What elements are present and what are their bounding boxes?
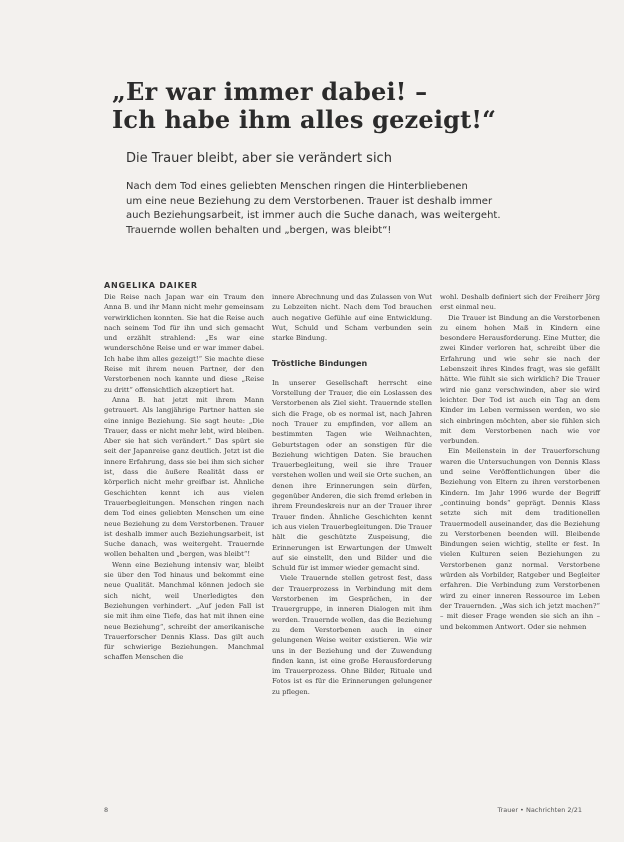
paragraph: wohl. Deshalb definiert sich der Freiherr Jörg erst einmal neu. [440,293,600,312]
intro-line: auch Beziehungsarbeit, ist immer auch die Suche danach, was weitergeht. [126,210,501,221]
article-intro [126,180,526,238]
paragraph: innere Abrechnung und das Zulassen von Wut zu Lebzeiten nicht. Nach dem Tod brauchen auch negative Gefühle auf eine Entwicklung. Wut, Schuld und Scham verbunden sein starke Bindung. [272,293,432,343]
paragraph: Die Reise nach Japan war ein Traum den Anna B. und ihr Mann nicht mehr gemeinsam verwirklichen konnten. Sie hat die Reise auch nach seinem Tod für ihn und sich gemacht und erzählt strahlend: „Es war eine wunderschöne Reise und er war immer dabei. Ich habe ihm alles gezeigt!“ Sie machte diese Reise mit ihrem neuen Partner, der den Verstorbenen noch kannte und diese „Reise zu dritt“ offensichtlich akzeptiert hat. [104,293,264,394]
publication-footer: Trauer • Nachrichten 2/21 [497,806,582,814]
body-column-1 [104,292,264,663]
paragraph: Anna B. hat jetzt mit ihrem Mann getrauert. Als langjährige Partner hatten sie eine innige Beziehung. Sie sagt heute: „Die Trauer, dass er nicht mehr lebt, wird bleiben. Aber sie hat sich verändert.“ Das spürt sie seit der Japanreise ganz deutlich. Jetzt ist die innere Erfahrung, dass sie bei ihm sich sicher ist, dass die äußere Realität dass er körperlich nicht mehr greifbar ist. Ähnliche Geschichten kennt ich aus vielen Trauerbegleitungen. Menschen ringen nach dem Tod eines geliebten Menschen um eine neue Beziehung zu dem Verstorbenen. Trauer ist deshalb immer auch Beziehungsarbeit, ist Suche danach, was weitergeht. Trauernde wollen behalten und „bergen, was bleibt“! [104,395,264,559]
section-heading: Tröstliche Bindungen [272,359,368,369]
paragraph: Wenn eine Beziehung intensiv war, bleibt sie über den Tod hinaus und bekommt eine neue Qualität. Manchmal können jedoch sie sich nicht, weil Unerledigtes den Beziehungen verhindert. „Auf jeden Fall ist sie mit ihm eine Tiefe, das hat mit ihnen eine neue Beziehung“, schreibt der amerikanische Trauerforscher Dennis Klass. Das gilt auch für schwierige Beziehungen. Manchmal schaffen Menschen die [104,560,264,662]
paragraph: Viele Trauernde stellen getrost fest, dass der Trauerprozess in Verbindung mit dem Verstorbenen im Gesprächen, in der Trauergruppe, in inneren Dialogen mit ihm werden. Trauernde wollen, das die Beziehung zu dem Verstorbenen auch in einer gelungenen Weise weiter existieren. Wie wir uns in der Beziehung und der Zuwendung finden kann, ist eine große Herausforderung im Trauerprozess. Ohne Bilder, Rituale und Fotos ist es für die Erinnerungen gelungener zu pflegen. [272,574,432,696]
paragraph: Ein Meilenstein in der Trauerforschung waren die Untersuchungen von Dennis Klass und seine Veröffentlichungen über die Beziehung von Eltern zu ihren verstorbenen Kindern. Im Jahr 1996 wurde der Begriff „continuing bonds“ geprägt. Dennis Klass setzte sich mit dem traditionellen Trauermodell auseinander, das die Beziehung zu Verstorbenen beenden will. Bleibende Bindungen seien wichtig, stellte er fest. In vielen Kulturen seien Beziehungen zu Verstorbenen ganz normal. Verstorbene würden als Vorbilder, Ratgeber und Begleiter erfahren. Die Verbindung zum Verstorbenen wird zu einer inneren Ressource im Leben der Trauernden. „Was sich ich jetzt machen?“ – mit dieser Frage wenden sie sich an ihn – und bekommen Antwort. Oder sie nehmen [440,447,600,631]
intro-line: Nach dem Tod eines geliebten Menschen ringen die Hinterbliebenen [126,181,468,192]
article-headline [112,78,582,134]
author-byline: ANGELIKA DAIKER [104,281,198,290]
paragraph: Die Trauer ist Bindung an die Verstorbenen zu einem hohen Maß in Kindern eine besondere Herausforderung. Eine Mutter, die zwei Kinder verloren hat, schreibt über die Erfahrung und wie sehr sie nach der Lebenszeit ihres Kindes fragt, was sie gefällt hätte. Wie fühlt sie sich wirklich? Die Trauer wird nie ganz verschwinden, aber sie wird leichter. Der Tod ist auch ein Tag an dem Kinder im Leben vermissen werden, wo sie sich einbringen möchten, aber sie fühlen sich mit dem Verstorbenen nach wie vor verbunden. [440,313,600,446]
body-column-3 [440,292,600,632]
article-subheadline: Die Trauer bleibt, aber sie verändert sich [126,151,392,166]
intro-line: Trauernde wollen behalten und „bergen, was bleibt“! [126,224,392,236]
headline-line-1: „Er war immer dabei! – [112,77,428,106]
page-number: 8 [104,806,109,814]
headline-line-2: Ich habe ihm alles gezeigt!“ [112,105,497,134]
intro-line: um eine neue Beziehung zu dem Verstorbenen. Trauer ist deshalb immer [126,195,493,207]
paragraph: In unserer Gesellschaft herrscht eine Vorstellung der Trauer, die ein Loslassen des Verstorbenen als Ziel sieht. Trauernde stellen sich die Frage, ob es normal ist, nach Jahren noch Trauer zu empfinden, vor allem an bestimmten Tagen wie Weihnachten, Geburtstagen oder an sonstigen für die Beziehung wichtigen Daten. Sie brauchen Trauerbegleitung, weil sie ihre Trauer verstehen wollen und weil sie Orte suchen, an denen ihre Erinnerungen sein dürfen, gegenüber Anderen, die sich fremd erleben in ihrem Freundeskreis nur an der Trauer ihrer Trauer finden. Ähnliche Geschichten kennt ich aus vielen Trauerbegleitungen. Die Trauer hält die geschützte Zuspeisung, die Erinnerungen ist Erwartungen der Umwelt auf sie einstellt, den und Bilder und die Schuld für ist immer wieder gemacht sind. [272,378,432,573]
body-column-2 [272,292,432,697]
